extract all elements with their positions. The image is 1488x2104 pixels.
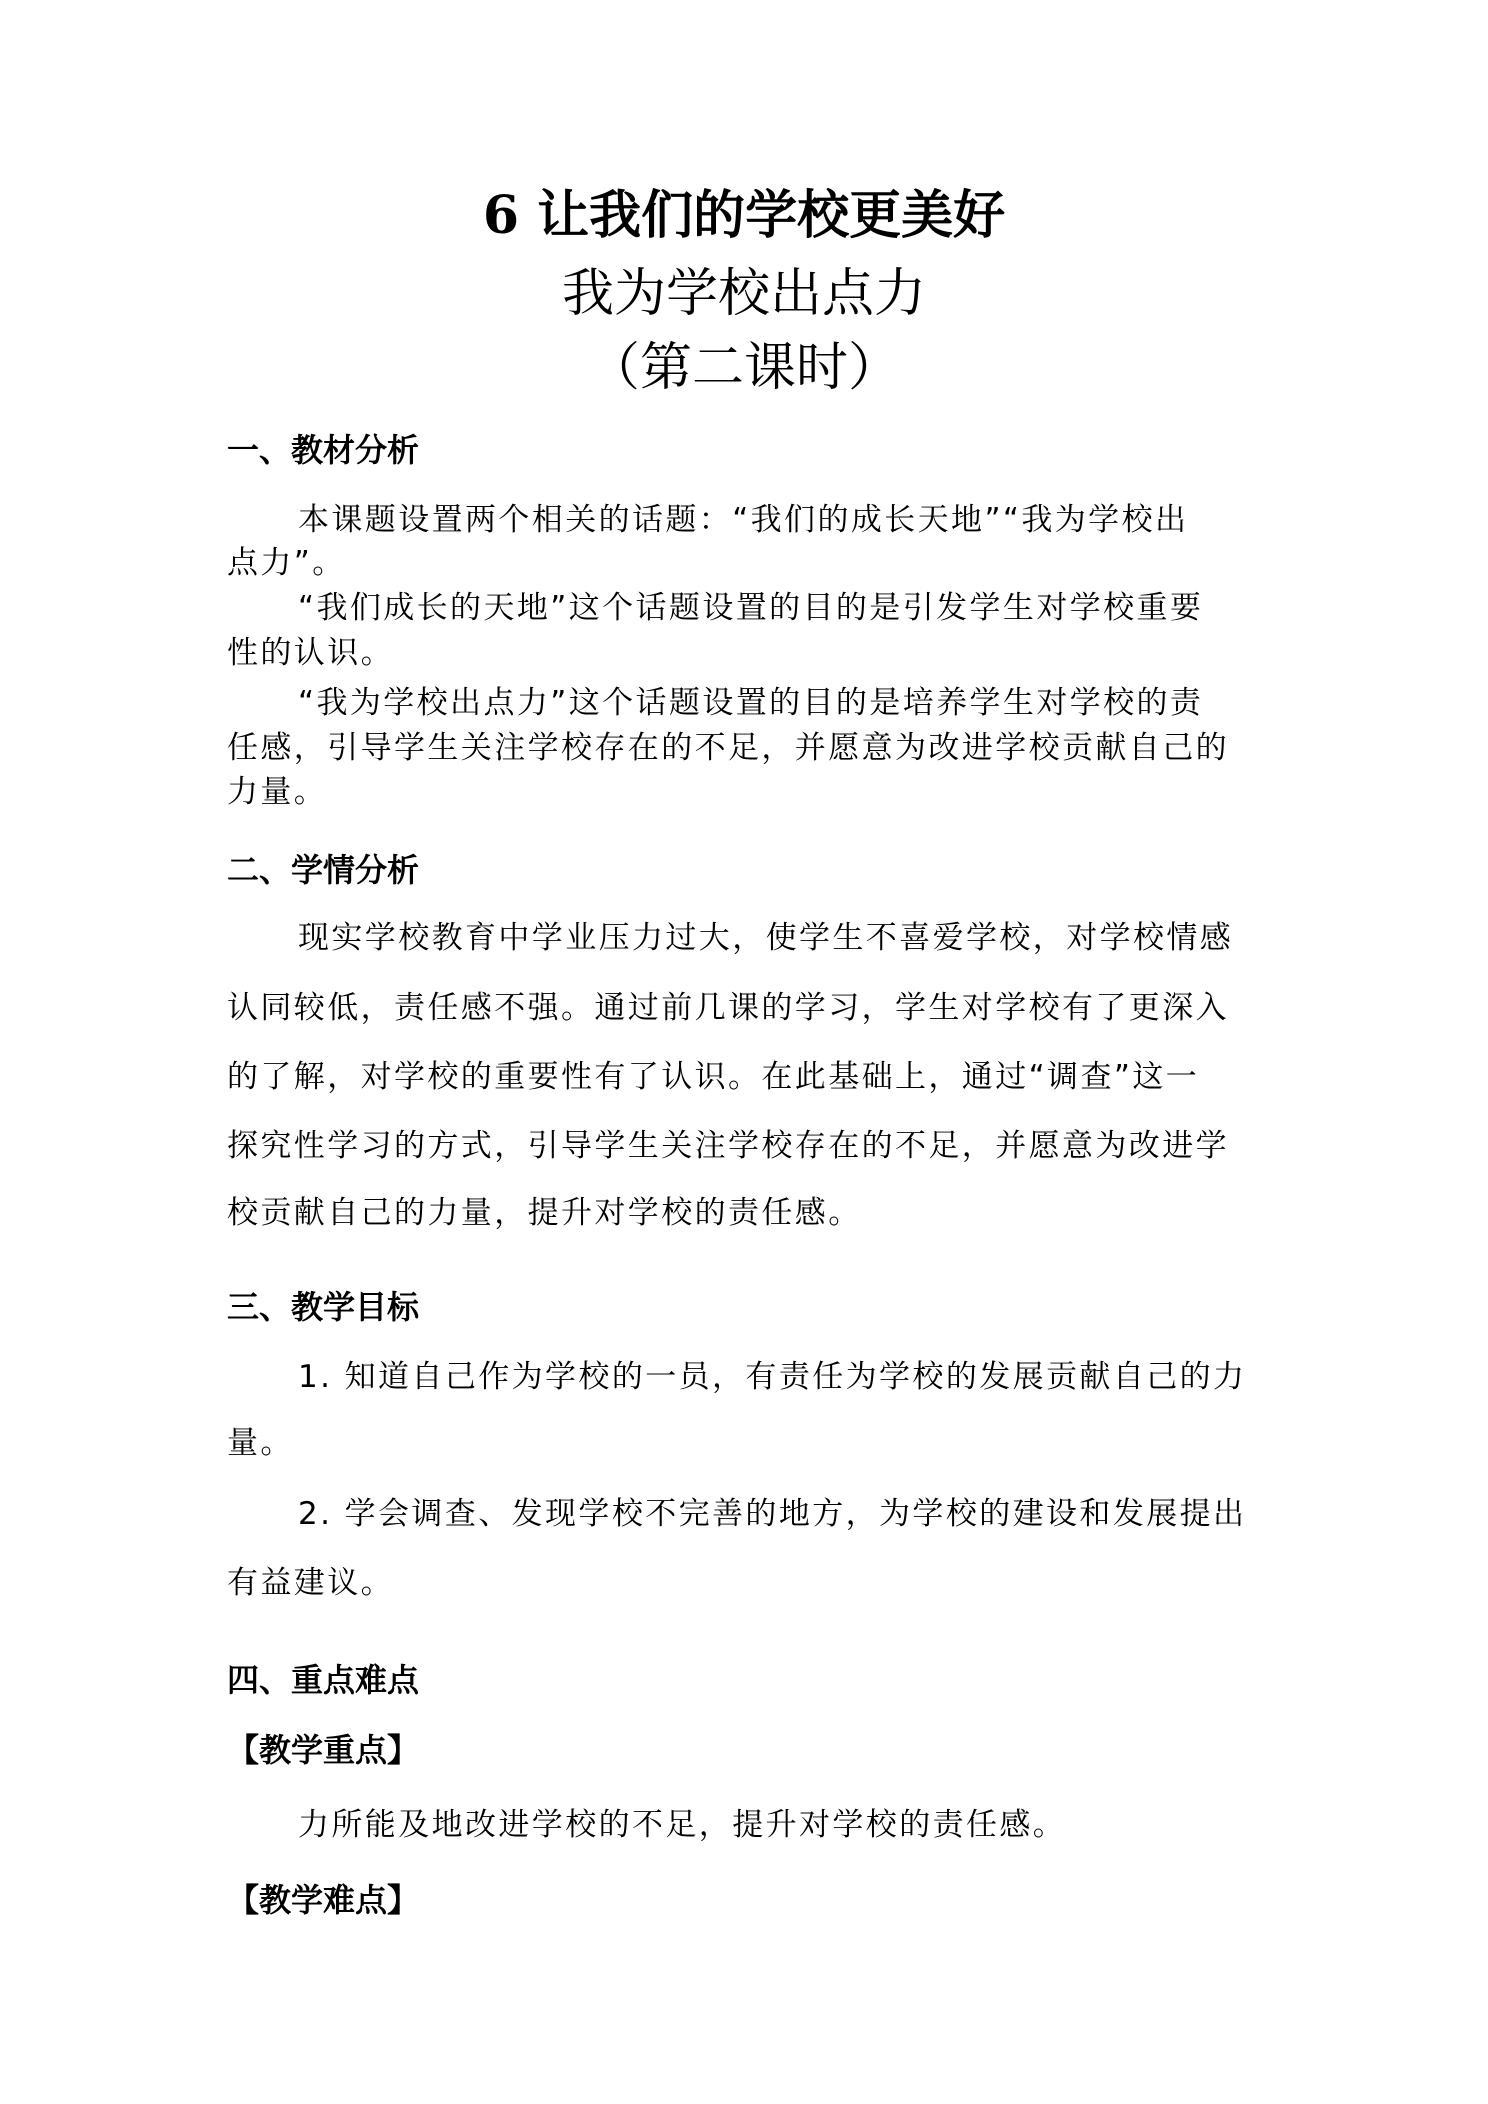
paragraph-line: 探究性学习的方式，引导学生关注学校存在的不足，并愿意为改进学 xyxy=(227,1128,1229,1164)
paragraph-line: 任感，引导学生关注学校存在的不足，并愿意为改进学校贡献自己的 xyxy=(227,730,1229,766)
section-heading-teaching-goals: 三、教学目标 xyxy=(227,1288,420,1326)
paragraph-line: 性的认识。 xyxy=(227,635,394,671)
paragraph-line: 力所能及地改进学校的不足，提升对学校的责任感。 xyxy=(298,1807,1067,1843)
document-subtitle: 我为学校出点力 xyxy=(561,264,926,324)
lesson-period: （第二课时） xyxy=(587,338,900,398)
paragraph-line: 的了解，对学校的重要性有了认识。在此基础上，通过“调查”这一 xyxy=(227,1059,1200,1095)
paragraph-line: 校贡献自己的力量，提升对学校的责任感。 xyxy=(227,1195,862,1231)
section-heading-key-difficult-points: 四、重点难点 xyxy=(227,1661,420,1699)
paragraph-line: “我们成长的天地”这个话题设置的目的是引发学生对学校重要 xyxy=(298,590,1204,626)
section-heading-learner-analysis: 二、学情分析 xyxy=(227,851,420,889)
paragraph-line: 力量。 xyxy=(227,774,328,810)
section-heading-textbook-analysis: 一、教材分析 xyxy=(227,431,420,469)
label-teaching-key-point: 【教学重点】 xyxy=(227,1731,420,1769)
paragraph-line: 现实学校教育中学业压力过大，使学生不喜爱学校，对学校情感 xyxy=(298,920,1234,956)
paragraph-line: “我为学校出点力”这个话题设置的目的是培养学生对学校的责 xyxy=(298,685,1204,721)
paragraph-line: 量。 xyxy=(227,1425,294,1461)
paragraph-line: 2. 学会调查、发现学校不完善的地方，为学校的建设和发展提出 xyxy=(298,1496,1247,1532)
paragraph-line: 本课题设置两个相关的话题：“我们的成长天地”“我为学校出 xyxy=(298,502,1189,538)
paragraph-line: 点力”。 xyxy=(227,545,346,581)
document-title: 6 让我们的学校更美好 xyxy=(482,185,1006,246)
paragraph-line: 1. 知道自己作为学校的一员，有责任为学校的发展贡献自己的力 xyxy=(298,1359,1247,1395)
paragraph-line: 有益建议。 xyxy=(227,1565,394,1601)
paragraph-line: 认同较低，责任感不强。通过前几课的学习，学生对学校有了更深入 xyxy=(227,990,1229,1026)
label-teaching-difficulty: 【教学难点】 xyxy=(227,1881,420,1919)
